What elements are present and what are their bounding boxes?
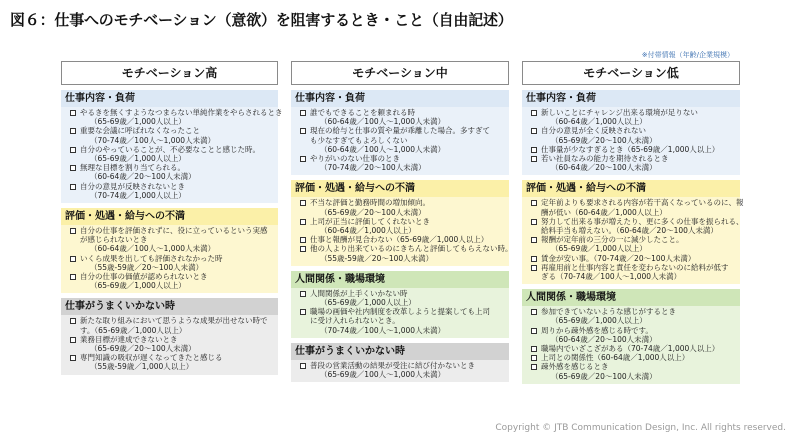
section-title: 評価・処遇・給与への不満 <box>291 180 509 197</box>
section-title: 評価・処遇・給与への不満 <box>522 180 740 197</box>
item-text <box>310 361 475 379</box>
item-text <box>541 126 657 144</box>
item-line: 酬が低い（60-64歳／1,000人以上） <box>541 207 667 217</box>
column-header: モチベーション高 <box>61 61 278 85</box>
item-line: （65-69歳／1,000人以上） <box>90 281 186 291</box>
checkbox-bullet-icon <box>300 156 306 162</box>
item-line: 人間関係が上手くいかない時 <box>310 288 408 298</box>
item-text <box>541 344 719 353</box>
item-text <box>541 362 657 380</box>
list-item <box>291 217 509 235</box>
item-line: （70-74歳／100人～1,000人未満） <box>90 135 216 145</box>
item-line: （55歳-59歳／20～100人未満） <box>320 253 434 263</box>
list-item <box>522 198 744 217</box>
item-line: やるきを無くすようなつまらない単純作業をやらされるとき <box>80 108 283 117</box>
item-line: （65-69歳／1,000人以上） <box>90 117 186 127</box>
checkbox-bullet-icon <box>70 318 76 324</box>
list-item <box>522 145 740 154</box>
checkbox-bullet-icon <box>300 237 306 243</box>
section-title: 人間関係・職場環境 <box>522 289 740 306</box>
item-line: （65-69歳／20～100人未満） <box>90 344 196 354</box>
item-line: （60-64歳／1,000人以上） <box>551 117 647 127</box>
item-line: 新しいことにチャレンジ出来る環境が足りない <box>541 108 698 117</box>
item-line: （70-74歳／20～100人未満） <box>320 163 426 173</box>
list-item <box>61 163 278 181</box>
item-line: 新たな取り組みにおいて思うような成果が出せない時で <box>80 316 268 326</box>
item-text <box>80 226 268 254</box>
section-title: 仕事内容・負荷 <box>522 90 740 107</box>
item-line: 現在の給与と仕事の質や量が乖離した場合。多すぎて <box>310 126 490 136</box>
section-body <box>61 107 283 203</box>
section <box>291 90 509 175</box>
item-line: す。（65-69歳／1,000人以上） <box>80 325 187 335</box>
list-item <box>291 289 509 307</box>
checkbox-bullet-icon <box>531 110 537 116</box>
item-line: 自分の意見が反映されないとき <box>80 181 185 191</box>
item-line: 自分のやっていることが、不必要なことと感じた時。 <box>80 144 260 154</box>
item-line: 報酬が定年前の三分の一に減少したこと。 <box>541 235 684 245</box>
item-line: （65-69歳／1,000人以上） <box>551 244 647 254</box>
item-line: 賃金が安い事。（70-74歳／20～100人未満） <box>541 253 696 263</box>
column-medium <box>291 61 513 382</box>
item-line: 上司との関係性（60-64歳／1,000人以上） <box>541 353 690 363</box>
item-line: （60-64歳／100人～1,000人未満） <box>90 244 216 254</box>
item-text <box>541 154 669 172</box>
checkbox-bullet-icon <box>300 219 306 225</box>
item-text <box>80 353 223 371</box>
item-line: （55歳-59歳／20～100人未満） <box>90 262 204 272</box>
checkbox-bullet-icon <box>70 355 76 361</box>
list-item <box>291 108 509 126</box>
item-line: （60-64歳／20～100人未満） <box>90 172 196 182</box>
item-line: 仕事と報酬が見合わない（65-69歳／1,000人以上） <box>310 235 489 245</box>
item-text <box>541 326 657 344</box>
item-line: （55歳-59歳／1,000人以上） <box>90 362 194 372</box>
checkbox-bullet-icon <box>70 228 76 234</box>
item-line: 定年前よりも要求される内容が若干高くなっているのに、報 <box>541 198 744 208</box>
list-item <box>522 216 744 236</box>
list-item <box>61 226 278 254</box>
list-item <box>61 272 278 290</box>
item-line: 再雇用前と仕事内容と責任を変わらないのに給料が低す <box>541 262 729 272</box>
list-item <box>61 182 278 200</box>
section-title: 人間関係・職場環境 <box>291 271 509 288</box>
item-line: 努力して出来る事が増えたり、更に多くの仕事を振られる、 <box>541 216 744 226</box>
checkbox-bullet-icon <box>531 237 537 243</box>
list-item <box>61 254 278 272</box>
list-item <box>522 108 740 126</box>
item-text <box>541 145 719 154</box>
list-item <box>61 126 278 144</box>
item-text <box>541 254 695 263</box>
checkbox-bullet-icon <box>300 309 306 315</box>
item-line: 普段の営業活動の結果が受注に結び付かないとき <box>310 360 475 370</box>
checkbox-bullet-icon <box>70 147 76 153</box>
item-line: 職場内でいざこざがある（70-74歳／1,000人以上） <box>541 344 720 354</box>
item-text <box>80 316 268 334</box>
item-text <box>80 145 260 163</box>
section-body <box>61 225 278 293</box>
checkbox-bullet-icon <box>300 200 306 206</box>
item-line: （60-64歳／20～100人未満） <box>551 334 657 344</box>
item-text <box>310 108 445 126</box>
item-line: 自分の意見が全く反映されない <box>541 126 646 136</box>
item-line: （60-64歳／1,000人以上） <box>320 226 416 236</box>
list-item <box>522 254 740 263</box>
item-line: （60-64歳／20～100人未満） <box>551 163 657 173</box>
section <box>61 90 283 203</box>
section-body <box>291 288 509 338</box>
item-line: が感じられないとき <box>80 235 148 245</box>
checkbox-bullet-icon <box>70 337 76 343</box>
item-line: ぎる（70-74歳／100人～1,000人未満） <box>541 272 682 282</box>
checkbox-bullet-icon <box>70 256 76 262</box>
section <box>291 343 509 382</box>
item-text <box>310 307 490 335</box>
item-line: （65-69歳／20～100人未満） <box>320 207 426 217</box>
checkbox-bullet-icon <box>300 110 306 116</box>
item-line: 無理な目標を割り当てられる。 <box>80 163 185 173</box>
item-line: 誰でもできることを頼まれる時 <box>310 108 415 117</box>
list-item <box>291 154 509 172</box>
section-body <box>291 107 509 175</box>
item-line: 参加できていないような感じがするとき <box>541 307 676 317</box>
item-text <box>310 198 430 216</box>
item-text <box>80 163 196 181</box>
item-text <box>310 126 490 154</box>
item-text <box>541 307 676 325</box>
item-line: （60-64歳／100人～1,000人未満） <box>320 117 446 127</box>
section <box>291 180 513 265</box>
list-item <box>61 335 278 353</box>
item-text <box>80 335 196 353</box>
section-title: 仕事内容・負荷 <box>291 90 509 107</box>
item-text <box>80 126 215 144</box>
item-line: （65-69歳／1,000人以上） <box>320 298 416 308</box>
page-title: 図６：仕事へのモチベーション（意欲）を阻害するとき・こと（自由記述） <box>10 11 513 29</box>
section-body <box>291 197 513 265</box>
list-item <box>61 145 278 163</box>
item-line: 自分の仕事を評価されずに、役に立っているという実感 <box>80 226 268 236</box>
checkbox-bullet-icon <box>531 309 537 315</box>
item-line: 専門知識の吸収が遅くなってきたと感じる <box>80 353 223 363</box>
list-item <box>522 362 740 380</box>
section-body <box>61 315 278 374</box>
item-text <box>541 217 744 235</box>
item-line: （65-69歳／1,000人以上） <box>90 154 186 164</box>
item-line: （65-69歳／1,000人以上） <box>551 316 647 326</box>
list-item <box>522 344 740 353</box>
checkbox-bullet-icon <box>531 219 537 225</box>
item-line: やりがいのない仕事のとき <box>310 154 400 164</box>
checkbox-bullet-icon <box>531 346 537 352</box>
section-body <box>522 197 744 284</box>
list-item <box>522 126 740 144</box>
item-line: 重要な会議に呼ばれなくなったこと <box>80 126 200 136</box>
item-line: いくら成果を出しても評価されなかった時 <box>80 253 223 263</box>
column-header: モチベーション中 <box>291 61 509 85</box>
checkbox-bullet-icon <box>531 265 537 271</box>
item-line: 他の人より出来ているのにきちんと評価してもらえない時。 <box>310 244 513 254</box>
item-text <box>310 217 430 235</box>
item-text <box>80 254 223 272</box>
item-line: 周りから疎外感を感じる時です。 <box>541 325 653 335</box>
item-text <box>310 154 426 172</box>
section <box>61 208 278 293</box>
list-item <box>522 154 740 172</box>
item-line: 業務目標が達成できないとき <box>80 334 178 344</box>
checkbox-bullet-icon <box>70 165 76 171</box>
checkbox-bullet-icon <box>531 128 537 134</box>
checkbox-bullet-icon <box>70 110 76 116</box>
checkbox-bullet-icon <box>300 291 306 297</box>
section <box>522 90 740 175</box>
section-title: 仕事内容・負荷 <box>61 90 278 107</box>
item-text <box>80 182 186 200</box>
checkbox-bullet-icon <box>531 200 537 206</box>
item-line: （65-69歳／20～100人未満） <box>551 135 657 145</box>
section-body <box>522 107 740 175</box>
item-text <box>541 108 698 126</box>
list-item <box>291 244 513 263</box>
list-item <box>61 316 278 334</box>
section <box>522 180 744 284</box>
checkbox-bullet-icon <box>300 246 306 252</box>
item-line: に受け入れられないとき。 <box>310 316 400 326</box>
item-line: （70-74歳／1,000人以上） <box>90 190 186 200</box>
item-text <box>80 272 208 290</box>
section-title: 評価・処遇・給与への不満 <box>61 208 278 225</box>
item-text <box>310 244 513 262</box>
copyright: Copyright © JTB Communication Design, Inc. All rights reserved. <box>495 423 786 433</box>
checkbox-bullet-icon <box>70 184 76 190</box>
item-line: （65-69歳／100人～1,000人未満） <box>320 370 446 380</box>
section-body <box>291 360 509 382</box>
item-text <box>310 289 416 307</box>
section <box>291 271 509 338</box>
list-item <box>522 263 740 281</box>
item-line: 仕事量が少なすぎるとき（65-69歳／1,000人以上） <box>541 144 720 154</box>
list-item <box>522 235 740 253</box>
item-line: 不当な評価と勤務時間の増加傾向。 <box>310 198 430 208</box>
section-title: 仕事がうまくいかない時 <box>61 298 278 315</box>
list-item <box>522 307 740 325</box>
item-line: （65-69歳／20～100人未満） <box>551 371 657 381</box>
checkbox-bullet-icon <box>70 128 76 134</box>
item-line: 給料手当も増えない。（60-64歳／20～100人未満） <box>541 226 718 236</box>
checkbox-bullet-icon <box>531 256 537 262</box>
checkbox-bullet-icon <box>531 364 537 370</box>
item-line: も少なすぎてもよろしくない <box>310 135 408 145</box>
list-item <box>291 361 509 379</box>
column-header: モチベーション低 <box>522 61 740 85</box>
section <box>61 298 278 374</box>
list-item <box>61 108 283 127</box>
checkbox-bullet-icon <box>300 363 306 369</box>
list-item <box>291 126 509 154</box>
item-line: （70-74歳／100人～1,000人未満） <box>320 325 446 335</box>
item-line: 自分の仕事の価値が認められないとき <box>80 272 208 282</box>
checkbox-bullet-icon <box>300 128 306 134</box>
item-line: 上司が正当に評価してくれないとき <box>310 216 430 226</box>
section <box>522 289 740 384</box>
item-text <box>541 198 744 216</box>
checkbox-bullet-icon <box>531 147 537 153</box>
checkbox-bullet-icon <box>70 274 76 280</box>
item-line: 職場の画価や社内制度を改革しようと提案しても上司 <box>310 307 490 317</box>
checkbox-bullet-icon <box>531 328 537 334</box>
list-item <box>61 353 278 371</box>
section-body <box>522 306 740 384</box>
item-text <box>541 263 729 281</box>
list-item <box>522 326 740 344</box>
column-low <box>522 61 744 384</box>
item-text <box>541 235 684 253</box>
item-text <box>80 108 283 126</box>
section-title: 仕事がうまくいかない時 <box>291 343 509 360</box>
item-line: 若い社員なみの能力を期待されるとき <box>541 154 669 164</box>
column-high <box>61 61 283 375</box>
item-line: （60-64歳／100人～1,000人未満） <box>320 144 446 154</box>
supplementary-note: ※付帯情報（年齢/企業規模） <box>641 51 734 59</box>
item-line: 疎外感を感じるとき <box>541 362 609 372</box>
list-item <box>291 198 509 216</box>
checkbox-bullet-icon <box>531 355 537 361</box>
list-item <box>291 307 509 335</box>
checkbox-bullet-icon <box>531 156 537 162</box>
